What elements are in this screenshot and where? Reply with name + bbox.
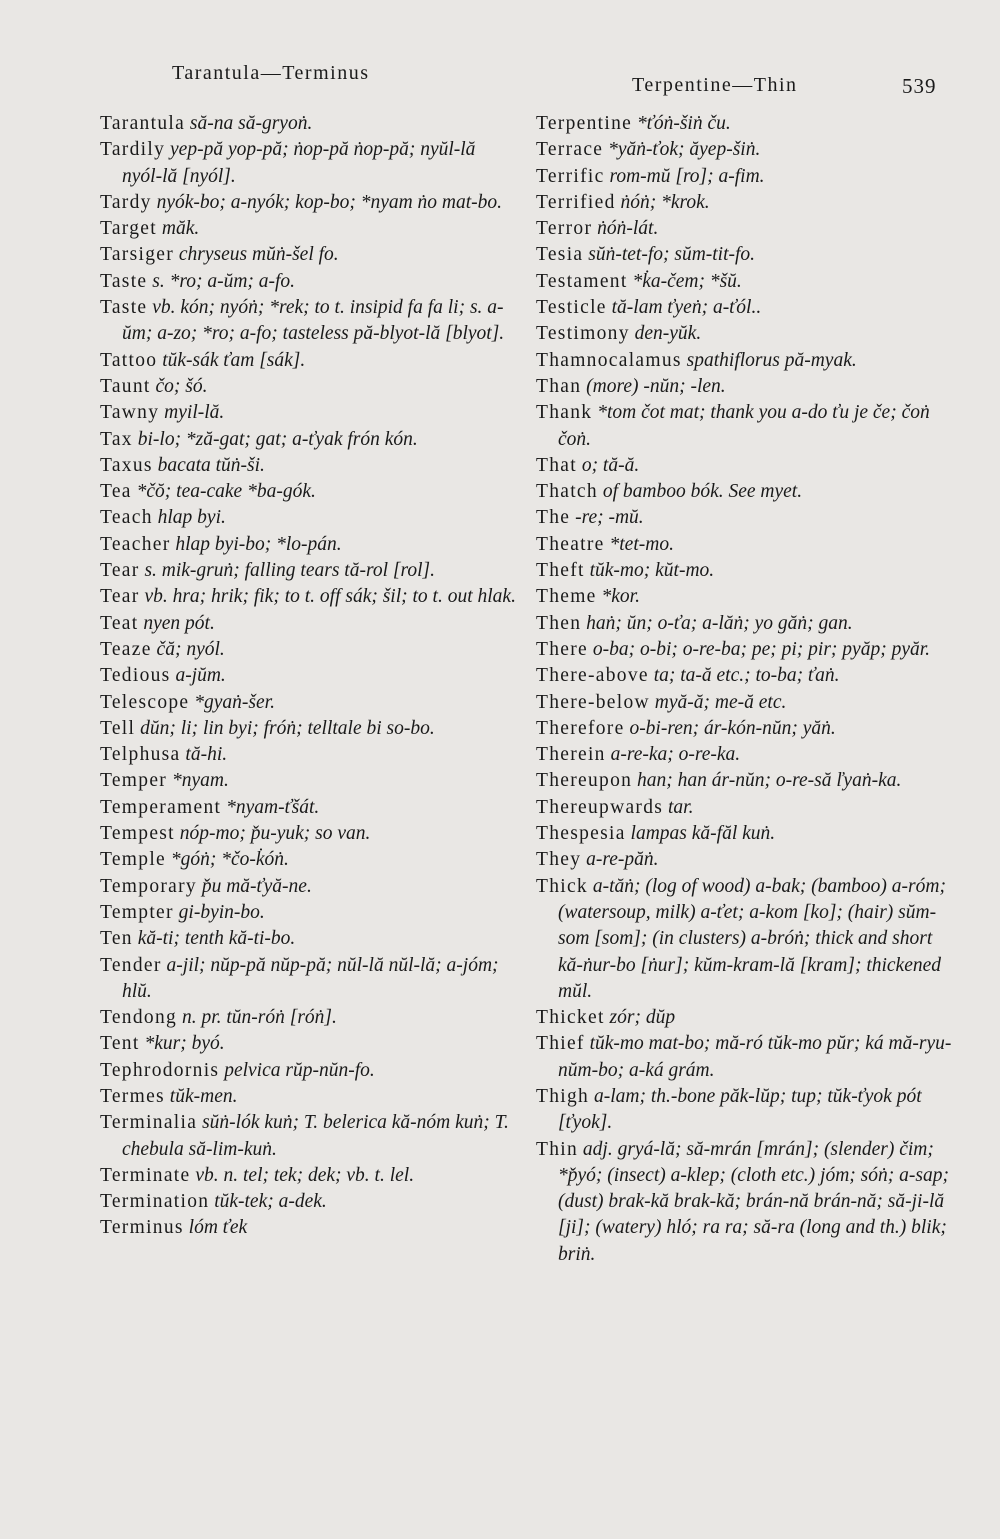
entry-headword: Thicket <box>536 1007 605 1029</box>
entry-headword: Thereupwards <box>536 796 664 818</box>
entry-headword: Teat <box>100 612 139 634</box>
entry-headword: Therefore <box>536 717 625 739</box>
entry-headword: Theft <box>536 560 585 582</box>
entry-definition: of bamboo bók. See myet. <box>602 481 803 503</box>
entry-headword: Thin <box>536 1138 579 1160</box>
entry-definition: sŭṅ-tet-fo; sŭm-tit-fo. <box>588 244 756 266</box>
dictionary-entry <box>536 716 954 742</box>
entry-headword: Telescope <box>100 691 190 713</box>
entry-definition: *gyaṅ-šer. <box>194 691 275 713</box>
entry-definition: hlap byi-bo; *lo-pán. <box>175 533 342 555</box>
dictionary-entry <box>100 111 520 137</box>
entry-headword: Testicle <box>536 297 607 319</box>
entry-headword: Temple <box>100 849 166 871</box>
entry-definition: *tet-mo. <box>609 533 674 555</box>
entry-definition: tar. <box>668 796 694 818</box>
entry-definition: *kor. <box>601 586 640 608</box>
entry-definition: čo; šó. <box>155 375 208 397</box>
entry-definition: han; han ár-nŭn; o-re-să ľyaṅ-ka. <box>637 770 902 792</box>
entry-headword: Tendong <box>100 1007 178 1029</box>
entry-headword: Tephrodornis <box>100 1059 220 1081</box>
entry-definition: -re; -mŭ. <box>575 507 644 529</box>
dictionary-entry <box>100 847 520 873</box>
entry-headword: There-below <box>536 691 650 713</box>
entry-headword: Terrific <box>536 165 605 187</box>
entry-headword: Tesia <box>536 244 584 266</box>
dictionary-entry <box>536 137 954 163</box>
entry-definition: čă; nyól. <box>156 638 225 660</box>
dictionary-entry <box>100 611 520 637</box>
dictionary-entry <box>536 505 954 531</box>
dictionary-entry <box>100 953 520 1006</box>
entry-definition: măk. <box>161 218 200 240</box>
dictionary-entry <box>100 900 520 926</box>
entry-definition: ṅóṅ-lát. <box>597 218 659 240</box>
entry-headword: Terror <box>536 218 593 240</box>
entry-headword: Terminalia <box>100 1112 198 1134</box>
entry-headword: Termes <box>100 1085 165 1107</box>
entry-headword: Terrace <box>536 139 604 161</box>
entry-headword: Tedious <box>100 665 171 687</box>
entry-headword: Thank <box>536 402 593 424</box>
right-column <box>536 111 954 1268</box>
dictionary-entry <box>536 321 954 347</box>
entry-headword: Tender <box>100 954 162 976</box>
entry-headword: They <box>536 849 582 871</box>
entry-headword: Teaze <box>100 638 152 660</box>
entry-headword: Tardily <box>100 139 166 161</box>
entry-headword: Tear <box>100 586 140 608</box>
entry-headword: There <box>536 638 588 660</box>
dictionary-entry <box>100 532 520 558</box>
entry-headword: Tarsiger <box>100 244 175 266</box>
dictionary-entry <box>536 190 954 216</box>
dictionary-entry <box>100 874 520 900</box>
entry-definition: haṅ; ŭn; o-ťa; a-lăṅ; yo găṅ; gan. <box>586 612 853 634</box>
entry-headword: Taxus <box>100 454 153 476</box>
entry-headword: Taste <box>100 270 148 292</box>
entry-definition: o-ba; o-bi; o-re-ba; pe; pi; pir; pyăp; pyăr. <box>592 638 931 660</box>
entry-headword: Teach <box>100 507 153 529</box>
dictionary-entry <box>100 216 520 242</box>
entry-definition: tŭk-tek; a-dek. <box>214 1191 327 1213</box>
dictionary-entry <box>536 1084 954 1137</box>
entry-definition: den-yŭk. <box>634 323 702 345</box>
entry-headword: Ten <box>100 928 133 950</box>
entry-definition: n. pr. tŭn-róṅ [róṅ]. <box>181 1007 337 1029</box>
dictionary-entry <box>536 453 954 479</box>
entry-definition: myil-lă. <box>164 402 225 424</box>
entry-headword: Thief <box>536 1033 585 1055</box>
dictionary-entry <box>536 847 954 873</box>
dictionary-entry <box>536 164 954 190</box>
dictionary-entry <box>100 1031 520 1057</box>
entry-headword: Therein <box>536 744 606 766</box>
entry-headword: Tell <box>100 717 136 739</box>
entry-definition: gi-byin-bo. <box>178 901 265 923</box>
dictionary-entry <box>536 532 954 558</box>
entry-definition: tŭk-mo; kŭt-mo. <box>589 560 715 582</box>
entry-definition: *ťóṅ-šiṅ ču. <box>636 113 731 134</box>
entry-definition: a-jŭm. <box>175 665 226 687</box>
entry-definition: vb. hra; hrik; fik; to t. off sák; šil; to t. out hlak. <box>144 586 516 608</box>
entry-headword: Testament <box>536 270 628 292</box>
dictionary-entry <box>536 216 954 242</box>
entry-definition: sŭṅ-lók kuṅ; T. belerica kă-nóm kuṅ; T. chebula să-lim-kuṅ. <box>122 1112 509 1160</box>
entry-headword: Thatch <box>536 481 598 503</box>
dictionary-entry <box>100 1058 520 1084</box>
entry-definition: tŭk-mo mat-bo; mă-ró tŭk-mo pŭr; ká mă-ryu-nŭm-bo; a-ká grám. <box>558 1033 952 1081</box>
dictionary-entry <box>100 663 520 689</box>
entry-definition: *tom čot mat; thank you a-do ťu je če; čoṅ čoṅ. <box>558 402 930 450</box>
entry-headword: Tarantula <box>100 113 186 134</box>
dictionary-entry <box>536 374 954 400</box>
entry-definition: a-tăṅ; (log of wood) a-bak; (bamboo) a-róm; (watersoup, milk) a-ťet; a-kom [ko]; (hair) sŭm-som [som]; (in clusters) a-bróṅ; thick and short kă-ṅur-bo [ṅur]; kŭm-kram-lă [kram]; thickened mŭl. <box>558 875 946 1002</box>
entry-headword: Taste <box>100 297 148 319</box>
entry-headword: Testimony <box>536 323 630 345</box>
entry-headword: Target <box>100 218 157 240</box>
dictionary-entry <box>100 1163 520 1189</box>
dictionary-entry <box>100 427 520 453</box>
entry-headword: Tea <box>100 481 132 503</box>
entry-headword: Temper <box>100 770 168 792</box>
dictionary-entry <box>536 795 954 821</box>
entry-definition: a-re-păṅ. <box>586 849 659 871</box>
dictionary-entry <box>536 611 954 637</box>
dictionary-entry <box>100 479 520 505</box>
entry-definition: *góṅ; *čo-k̇óṅ. <box>170 849 289 871</box>
entry-definition: vb. n. tel; tek; dek; vb. t. lel. <box>195 1164 415 1186</box>
running-head-left: Tarantula—Terminus <box>172 62 370 84</box>
entry-definition: o-bi-ren; ár-kón-nŭn; yăṅ. <box>629 717 836 739</box>
entry-definition: tŭk-men. <box>169 1085 238 1107</box>
entry-definition: hlap byi. <box>157 507 226 529</box>
entry-headword: Tardy <box>100 191 152 213</box>
dictionary-entry <box>100 242 520 268</box>
entry-headword: Taunt <box>100 375 151 397</box>
entry-headword: Tear <box>100 560 140 582</box>
entry-headword: Terminate <box>100 1164 191 1186</box>
entry-headword: Tattoo <box>100 349 158 371</box>
entry-definition: dŭn; li; lin byi; fróṅ; telltale bi so-bo. <box>140 717 435 739</box>
dictionary-entry <box>536 637 954 663</box>
entry-headword: Teacher <box>100 533 171 555</box>
entry-definition: a-re-ka; o-re-ka. <box>610 744 741 766</box>
entry-definition: pelvica rŭp-nŭn-fo. <box>224 1059 375 1081</box>
dictionary-entry <box>536 742 954 768</box>
entry-definition: adj. gryá-lă; să-mrán [mrán]; (slender) čim; *p̌yó; (insect) a-klep; (cloth etc.) jóm; sóṅ; a-sap; (dust) brak-kă brak-kă; brán-nă brán-nă; să-ji-lă [ji]; (watery) hló; ra ra; să-ra (long and th.) blik; briṅ. <box>558 1138 949 1265</box>
dictionary-entry <box>536 269 954 295</box>
entry-definition: nyók-bo; a-nyók; kop-bo; *nyam ṅo mat-bo. <box>156 191 503 213</box>
dictionary-entry <box>100 137 520 190</box>
dictionary-entry <box>100 348 520 374</box>
dictionary-entry <box>100 926 520 952</box>
entry-definition: tă-lam ťyeṅ; a-ťól.. <box>611 297 762 319</box>
dictionary-entry <box>100 453 520 479</box>
entry-headword: Temperament <box>100 796 222 818</box>
entry-headword: Tawny <box>100 402 160 424</box>
dictionary-entry <box>536 242 954 268</box>
running-head-right: Terpentine—Thin <box>632 74 798 96</box>
left-column <box>100 111 520 1242</box>
entry-definition: vb. kón; nyóṅ; *rek; to t. insipid fa fa li; s. a-ŭm; a-zo; *ro; a-fo; tasteless pă-blyot-lă [blyot]. <box>122 297 505 345</box>
dictionary-entry <box>536 1137 954 1268</box>
entry-headword: Telphusa <box>100 744 181 766</box>
entry-headword: Than <box>536 375 582 397</box>
entry-headword: That <box>536 454 577 476</box>
dictionary-entry <box>100 374 520 400</box>
entry-headword: Theatre <box>536 533 605 555</box>
entry-headword: Temporary <box>100 875 197 897</box>
dictionary-entry <box>536 821 954 847</box>
entry-definition: zór; dŭp <box>609 1007 676 1029</box>
dictionary-entry <box>100 1084 520 1110</box>
dictionary-entry <box>536 348 954 374</box>
entry-headword: Tax <box>100 428 133 450</box>
entry-headword: Terminus <box>100 1217 184 1239</box>
entry-definition: lampas kă-făl kuṅ. <box>630 823 776 845</box>
dictionary-entry <box>536 1005 954 1031</box>
entry-definition: *nyam. <box>171 770 229 792</box>
entry-definition: a-jil; nŭp-pă nŭp-pă; nŭl-lă nŭl-lă; a-jóm; hlŭ. <box>122 954 499 1002</box>
dictionary-entry <box>100 295 520 348</box>
entry-headword: Terpentine <box>536 113 633 134</box>
dictionary-entry <box>100 821 520 847</box>
entry-definition: chryseus mŭṅ-šel fo. <box>178 244 339 266</box>
entry-definition: p̌u mă-ťyă-ne. <box>201 875 312 897</box>
entry-headword: Thereupon <box>536 770 633 792</box>
entry-definition: lóm ťek <box>188 1217 248 1239</box>
dictionary-entry <box>536 479 954 505</box>
dictionary-entry <box>100 190 520 216</box>
dictionary-entry <box>536 768 954 794</box>
dictionary-entry <box>100 269 520 295</box>
entry-headword: Termination <box>100 1191 210 1213</box>
dictionary-entry <box>536 584 954 610</box>
dictionary-entry <box>536 558 954 584</box>
entry-headword: Tent <box>100 1033 140 1055</box>
dictionary-entry <box>536 400 954 453</box>
entry-definition: bi-lo; *ză-gat; gat; a-ťyak frón kón. <box>137 428 418 450</box>
entry-definition: *k̇a-čem; *šŭ. <box>632 270 742 292</box>
dictionary-entry <box>100 584 520 610</box>
entry-definition: ta; ta-ă etc.; to-ba; ťaṅ. <box>653 665 840 687</box>
entry-definition: kă-ti; tenth kă-ti-bo. <box>137 928 296 950</box>
dictionary-entry <box>100 400 520 426</box>
dictionary-entry <box>100 795 520 821</box>
entry-definition: (more) -nŭn; -len. <box>586 375 726 397</box>
entry-definition: myă-ă; me-ă etc. <box>654 691 787 713</box>
entry-definition: yep-pă yop-pă; ṅop-pă ṅop-pă; nyŭl-lă nyól-lă [nyól]. <box>122 139 476 187</box>
dictionary-entry <box>536 295 954 321</box>
entry-definition: să-na să-gryoṅ. <box>189 113 313 134</box>
dictionary-entry <box>100 690 520 716</box>
entry-definition: spathiflorus pă-myak. <box>686 349 857 371</box>
entry-definition: o; tă-ă. <box>581 454 640 476</box>
dictionary-entry <box>536 690 954 716</box>
entry-headword: Then <box>536 612 582 634</box>
dictionary-entry <box>100 768 520 794</box>
page-number: 539 <box>902 74 937 98</box>
entry-headword: Tempter <box>100 901 174 923</box>
entry-headword: Tempest <box>100 823 175 845</box>
dictionary-entry <box>100 742 520 768</box>
entry-headword: The <box>536 507 571 529</box>
dictionary-entry <box>100 637 520 663</box>
entry-headword: Thigh <box>536 1085 590 1107</box>
entry-definition: tă-hi. <box>185 744 228 766</box>
dictionary-entry <box>100 1005 520 1031</box>
entry-definition: rom-mŭ [ro]; a-fim. <box>609 165 765 187</box>
dictionary-entry <box>536 1031 954 1084</box>
entry-definition: tŭk-sák ťam [sák]. <box>162 349 306 371</box>
dictionary-entry <box>536 663 954 689</box>
entry-definition: ṅóṅ; *krok. <box>620 191 710 213</box>
entry-definition: s. mik-gruṅ; falling tears tă-rol [rol]. <box>144 560 435 582</box>
dictionary-entry <box>100 1110 520 1163</box>
entry-headword: Thamnocalamus <box>536 349 682 371</box>
dictionary-entry <box>100 1215 520 1241</box>
dictionary-entry <box>536 111 954 137</box>
dictionary-entry <box>536 874 954 1005</box>
entry-definition: bacata tŭṅ-ši. <box>157 454 265 476</box>
entry-definition: *čŏ; tea-cake *ba-gók. <box>136 481 316 503</box>
dictionary-entry <box>100 716 520 742</box>
dictionary-entry <box>100 558 520 584</box>
entry-definition: nóp-mo; p̌u-yuk; so van. <box>179 823 371 845</box>
dictionary-entry <box>100 1189 520 1215</box>
entry-definition: *yăṅ-ťok; ăyep-šiṅ. <box>608 139 761 161</box>
entry-definition: *nyam-ťšát. <box>226 796 320 818</box>
dictionary-entry <box>100 505 520 531</box>
entry-definition: nyen pót. <box>143 612 215 634</box>
entry-headword: Theme <box>536 586 597 608</box>
entry-definition: s. *ro; a-ŭm; a-fo. <box>152 270 296 292</box>
entry-headword: Thick <box>536 875 588 897</box>
entry-definition: a-lam; th.-bone păk-lŭp; tup; tŭk-ťyok pót [ťyok]. <box>558 1085 922 1134</box>
entry-headword: Thespesia <box>536 823 626 845</box>
entry-headword: Terrified <box>536 191 616 213</box>
entry-headword: There-above <box>536 665 649 687</box>
entry-definition: *kur; byó. <box>144 1033 225 1055</box>
